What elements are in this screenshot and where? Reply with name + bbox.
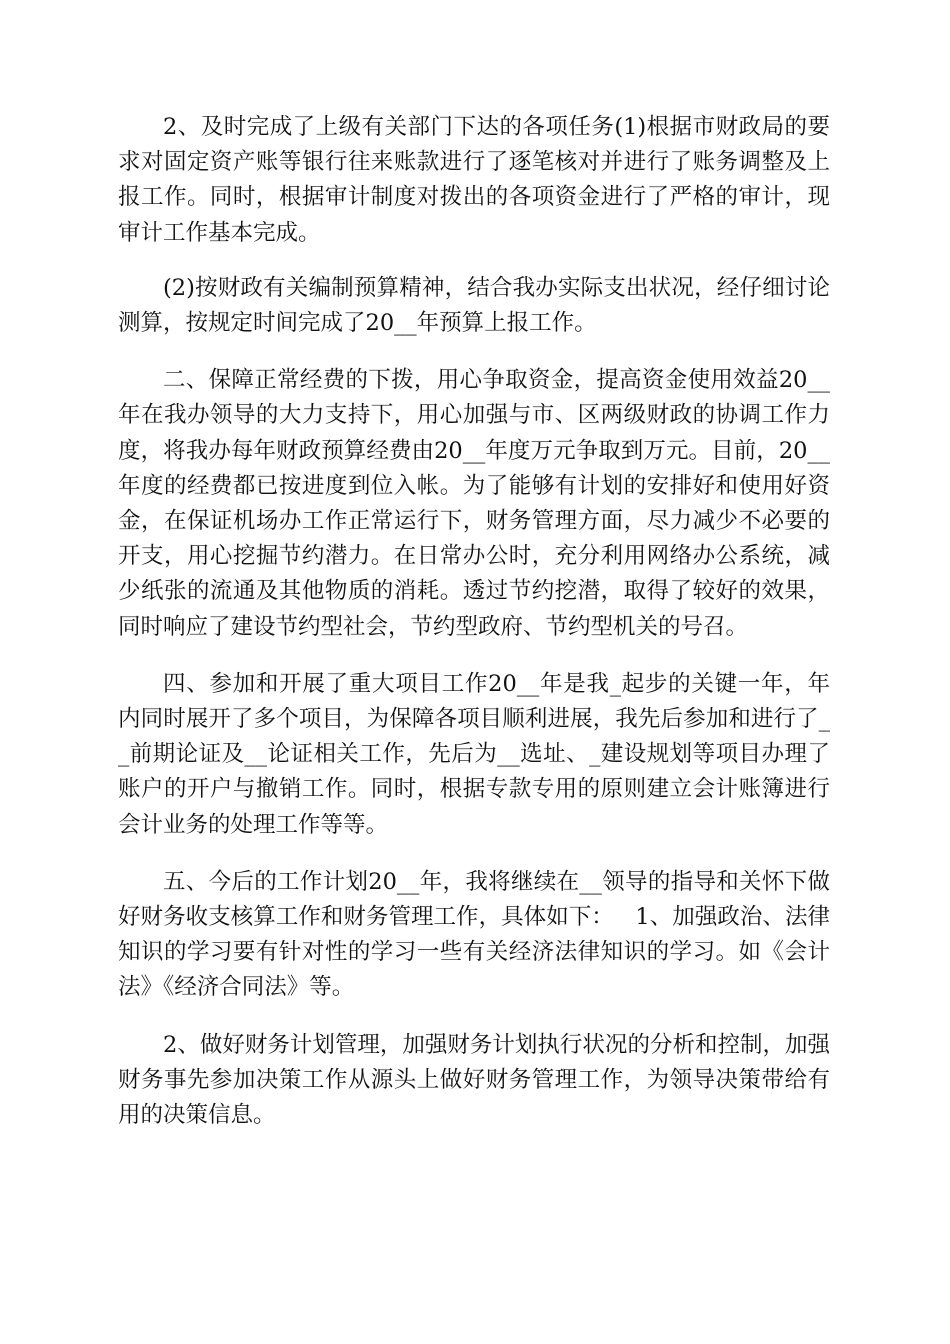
- paragraph-future-plan: 五、今后的工作计划20__年，我将继续在__领导的指导和关怀下做好财务收支核算工作和财务管理工作，具体如下： 1、加强政治、法律知识的学习要有针对性的学习一些有关经济法律知识的学习。如《会计法》《经济合同法》等。: [118, 868, 830, 1001]
- paragraph-funding-guarantee: 二、保障正常经费的下拨，用心争取资金，提高资金使用效益20__年在我办领导的大力支持下，用心加强与市、区两级财政的协调工作力度，将我办每年财政预算经费由20__年度万元争取到万元。目前，20__年度的经费都已按进度到位入帐。为了能够有计划的安排好和使用好资金，在保证机场办工作正常运行下，财务管理方面，尽力减少不必要的开支，用心挖掘节约潜力。在日常办公时，充分利用网络办公系统，减少纸张的流通及其他物质的消耗。透过节约挖潜，取得了较好的效果，同时响应了建设节约型社会，节约型政府、节约型机关的号召。: [118, 367, 830, 640]
- paragraph-financial-planning: 2、做好财务计划管理，加强财务计划执行状况的分析和控制，加强财务事先参加决策工作从源头上做好财务管理工作，为领导决策带给有用的决策信息。: [118, 1031, 830, 1129]
- paragraph-major-projects: 四、参加和开展了重大项目工作20__年是我_起步的关键一年，年内同时展开了多个项目，为保障各项目顺利进展，我先后参加和进行了__前期论证及__论证相关工作，先后为__选址、_建设规划等项目办理了账户的开户与撤销工作。同时，根据专款专用的原则建立会计账簿进行会计业务的处理工作等等。: [118, 670, 830, 838]
- document-body: [118, 110, 830, 1155]
- paragraph-budget-report: (2)按财政有关编制预算精神，结合我办实际支出状况，经仔细讨论测算，按规定时间完成了20__年预算上报工作。: [118, 274, 830, 337]
- paragraph-task-completion: 2、及时完成了上级有关部门下达的各项任务(1)根据市财政局的要求对固定资产账等银行往来账款进行了逐笔核对并进行了账务调整及上报工作。同时，根据审计制度对拨出的各项资金进行了严格的审计，现审计工作基本完成。: [118, 114, 830, 246]
